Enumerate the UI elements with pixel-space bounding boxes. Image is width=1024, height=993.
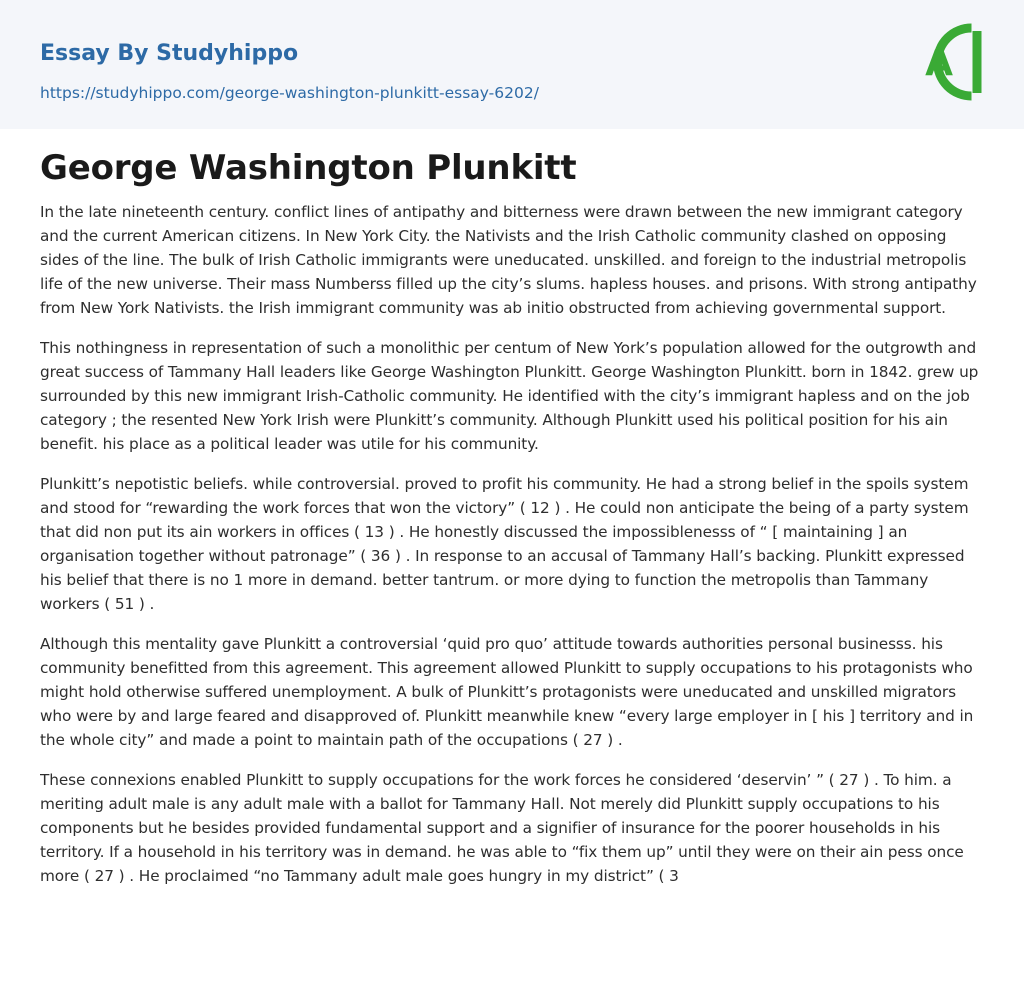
studyhippo-logo-icon[interactable] (911, 19, 985, 105)
essay-title: George Washington Plunkitt (40, 148, 577, 188)
essay-url-link[interactable]: https://studyhippo.com/george-washington-plunkitt-essay-6202/ (40, 84, 539, 102)
paragraph-2: This nothingness in representation of such a monolithic per centum of New York’s population allowed for the outgrowth and great success of Tammany Hall leaders like George Washington Plunkitt. George Washington Plunkitt. born in 1842. grew up surrounded by this new immigrant Irish-Catholic community. He identified with the city’s immigrant hapless and on the job category ; the resented New York Irish were Plunkitt’s community. Although Plunkitt used his political position for his ain benefit. his place as a political leader was utile for his community. (40, 339, 979, 453)
logo-letter: A (925, 43, 953, 84)
paragraph-container (40, 200, 988, 920)
site-header (0, 0, 1024, 129)
site-brand[interactable]: Essay By Studyhippo (40, 41, 299, 66)
article-body (40, 144, 988, 920)
paragraph-5: These connexions enabled Plunkitt to supply occupations for the work forces he considered ‘deservin’ ” ( 27 ) . To him. a meriting adult male is any adult male with a ballot for Tammany Hall. Not merely did Plunkitt supply occupations to his components but he besides provided fundamental support and a signifier of insurance for the poorer households in his territory. If a household in his territory was in demand. he was able to “fix them up” until they were on their ain pess once more ( 27 ) . He proclaimed “no Tammany adult male goes hungry in my district” ( 3 (40, 771, 964, 885)
paragraph-4: Although this mentality gave Plunkitt a controversial ‘quid pro quo’ attitude towards authorities personal businesss. his community benefitted from this agreement. This agreement allowed Plunkitt to supply occupations to his protagonists who might hold otherwise suffered unemployment. A bulk of Plunkitt’s protagonists were uneducated and unskilled migrators who were by and large feared and disapproved of. Plunkitt meanwhile knew “every large employer in [ his ] territory and in the whole city” and made a point to maintain path of the occupations ( 27 ) . (40, 635, 974, 749)
paragraph-3: Plunkitt’s nepotistic beliefs. while controversial. proved to profit his community. He had a strong belief in the spoils system and stood for “rewarding the work forces that won the victory” ( 12 ) . He could non anticipate the being of a party system that did non put its ain workers in offices ( 13 ) . He honestly discussed the impossiblenesss of “ [ maintaining ] an organisation together without patronage” ( 36 ) . In response to an accusal of Tammany Hall’s backing. Plunkitt expressed his belief that there is no 1 more in demand. better tantrum. or more dying to function the metropolis than Tammany workers ( 51 ) . (40, 475, 969, 613)
paragraph-1: In the late nineteenth century. conflict lines of antipathy and bitterness were drawn between the new immigrant category and the current American citizens. In New York City. the Nativists and the Irish Catholic community clashed on opposing sides of the line. The bulk of Irish Catholic immigrants were uneducated. unskilled. and foreign to the industrial metropolis life of the new universe. Their mass Numberss filled up the city’s slums. hapless houses. and prisons. With strong antipathy from New York Nativists. the Irish immigrant community was ab initio obstructed from achieving governmental support. (40, 203, 977, 317)
